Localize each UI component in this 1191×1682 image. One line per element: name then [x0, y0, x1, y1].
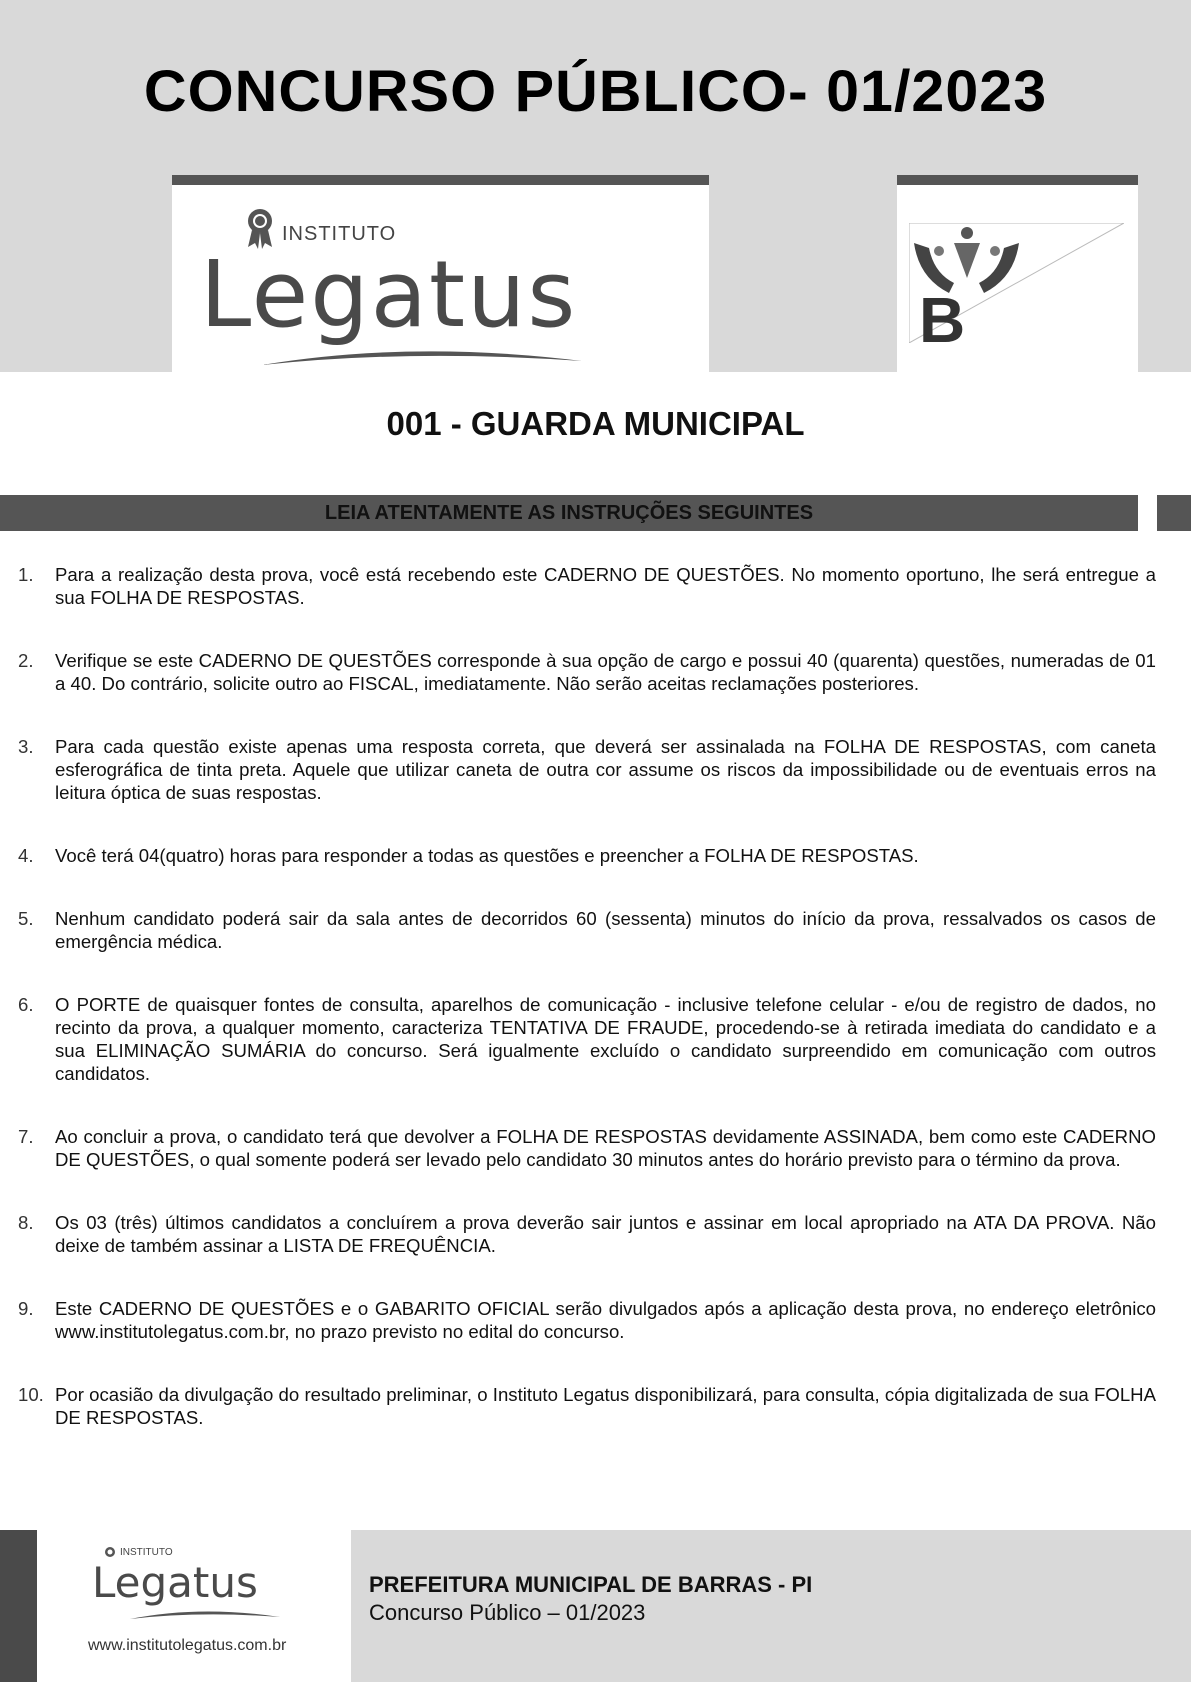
instruction-item: [18, 735, 1156, 804]
barras-letter: B: [919, 284, 966, 356]
instruction-number: 8.: [18, 1212, 34, 1233]
instruction-number: 9.: [18, 1298, 34, 1319]
footer-legatus-logo: [90, 1546, 320, 1630]
instruction-text: Os 03 (três) últimos candidatos a concluírem a prova deverão sair juntos e assinar em local apropriado na ATA DA PROVA. Não deixe de também assinar a LISTA DE FREQUÊNCIA.: [55, 1212, 1156, 1256]
swoosh-icon: [262, 345, 582, 367]
instruction-text: Nenhum candidato poderá sair da sala antes de decorridos 60 (sessenta) minutos do início da prova, ressalvados os casos de emergência médica.: [55, 908, 1156, 952]
instruction-number: 2.: [18, 650, 34, 671]
logo-institute-label: INSTITUTO: [282, 223, 397, 245]
instruction-text: Para cada questão existe apenas uma resposta correta, que deverá ser assinalada na FOLHA DE RESPOSTAS, com caneta esferográfica de tinta preta. Aquele que utilizar caneta de outra cor assume os riscos da impossibilidade ou de eventuais erros na leitura óptica de suas respostas.: [55, 736, 1156, 803]
footer-url[interactable]: www.institutolegatus.com.br: [88, 1637, 287, 1654]
footer-org: PREFEITURA MUNICIPAL DE BARRAS - PI: [369, 1572, 813, 1597]
instruction-number: 4.: [18, 845, 34, 866]
instructions-list: [18, 563, 1156, 1469]
instruction-number: 7.: [18, 1126, 34, 1147]
footer-logo-wordmark: Legatus: [92, 1558, 258, 1607]
instruction-text: Verifique se este CADERNO DE QUESTÕES corresponde à sua opção de cargo e possui 40 (quarenta) questões, numeradas de 01 a 40. Do contrário, solicite outro ao FISCAL, imediatamente. Não serão aceitas reclamações posteriores.: [55, 650, 1156, 694]
instruction-item: [18, 649, 1156, 695]
instruction-number: 10.: [18, 1384, 44, 1405]
instruction-item: [18, 1211, 1156, 1257]
instruction-text: O PORTE de quaisquer fontes de consulta, aparelhos de comunicação - inclusive telefone celular - e/ou de registro de dados, no recinto da prova, a qualquer momento, caracteriza TENTATIVA DE FRAUDE, procedendo-se à retirada imediata do candidato e a sua ELIMINAÇÃO SUMÁRIA do concurso. Será igualmente excluído o candidato surpreendido em comunicação com outros candidatos.: [55, 994, 1156, 1084]
instruction-item: [18, 1297, 1156, 1343]
header: [0, 0, 1191, 372]
instruction-item: [18, 993, 1156, 1085]
logo-wordmark: Legatus: [200, 241, 578, 348]
instruction-text: Para a realização desta prova, você está recebendo este CADERNO DE QUESTÕES. No momento oportuno, lhe será entregue a sua FOLHA DE RESPOSTAS.: [55, 564, 1156, 608]
legatus-logo: [172, 175, 709, 372]
footer-strip: [0, 1530, 37, 1682]
instructions-heading: LEIA ATENTAMENTE AS INSTRUÇÕES SEGUINTES: [0, 495, 1138, 531]
swoosh-icon: [130, 1608, 280, 1620]
main-title: CONCURSO PÚBLICO- 01/2023: [143, 59, 1048, 124]
instruction-number: 6.: [18, 994, 34, 1015]
instruction-text: Ao concluir a prova, o candidato terá que devolver a FOLHA DE RESPOSTAS devidamente ASSINADA, bem como este CADERNO DE QUESTÕES, o qual somente poderá ser levado pelo candidato 30 minutos antes do horário previsto para o término da prova.: [55, 1126, 1156, 1170]
job-title: 001 - GUARDA MUNICIPAL: [386, 405, 805, 442]
instruction-item: [18, 1383, 1156, 1429]
instruction-item: [18, 844, 1156, 867]
footer-subtitle: Concurso Público – 01/2023: [369, 1600, 646, 1625]
instruction-item: [18, 907, 1156, 953]
footer-logo-institute: INSTITUTO: [120, 1547, 173, 1558]
footer-info: [351, 1530, 1191, 1682]
heading-bar-end: [1157, 495, 1191, 531]
instruction-text: Este CADERNO DE QUESTÕES e o GABARITO OFICIAL serão divulgados após a aplicação desta prova, no endereço eletrônico www.institutolegatus.com.br, no prazo previsto no edital do concurso.: [55, 1298, 1156, 1342]
instruction-item: [18, 1125, 1156, 1171]
instruction-number: 1.: [18, 564, 34, 585]
instruction-text: Você terá 04(quatro) horas para responder a todas as questões e preencher a FOLHA DE RESPOSTAS.: [55, 845, 919, 866]
instruction-number: 3.: [18, 736, 34, 757]
instruction-text: Por ocasião da divulgação do resultado preliminar, o Instituto Legatus disponibilizará, para consulta, cópia digitalizada de sua FOLHA DE RESPOSTAS.: [55, 1384, 1156, 1428]
instruction-number: 5.: [18, 908, 34, 929]
instruction-item: [18, 563, 1156, 609]
barras-logo: [897, 175, 1138, 372]
